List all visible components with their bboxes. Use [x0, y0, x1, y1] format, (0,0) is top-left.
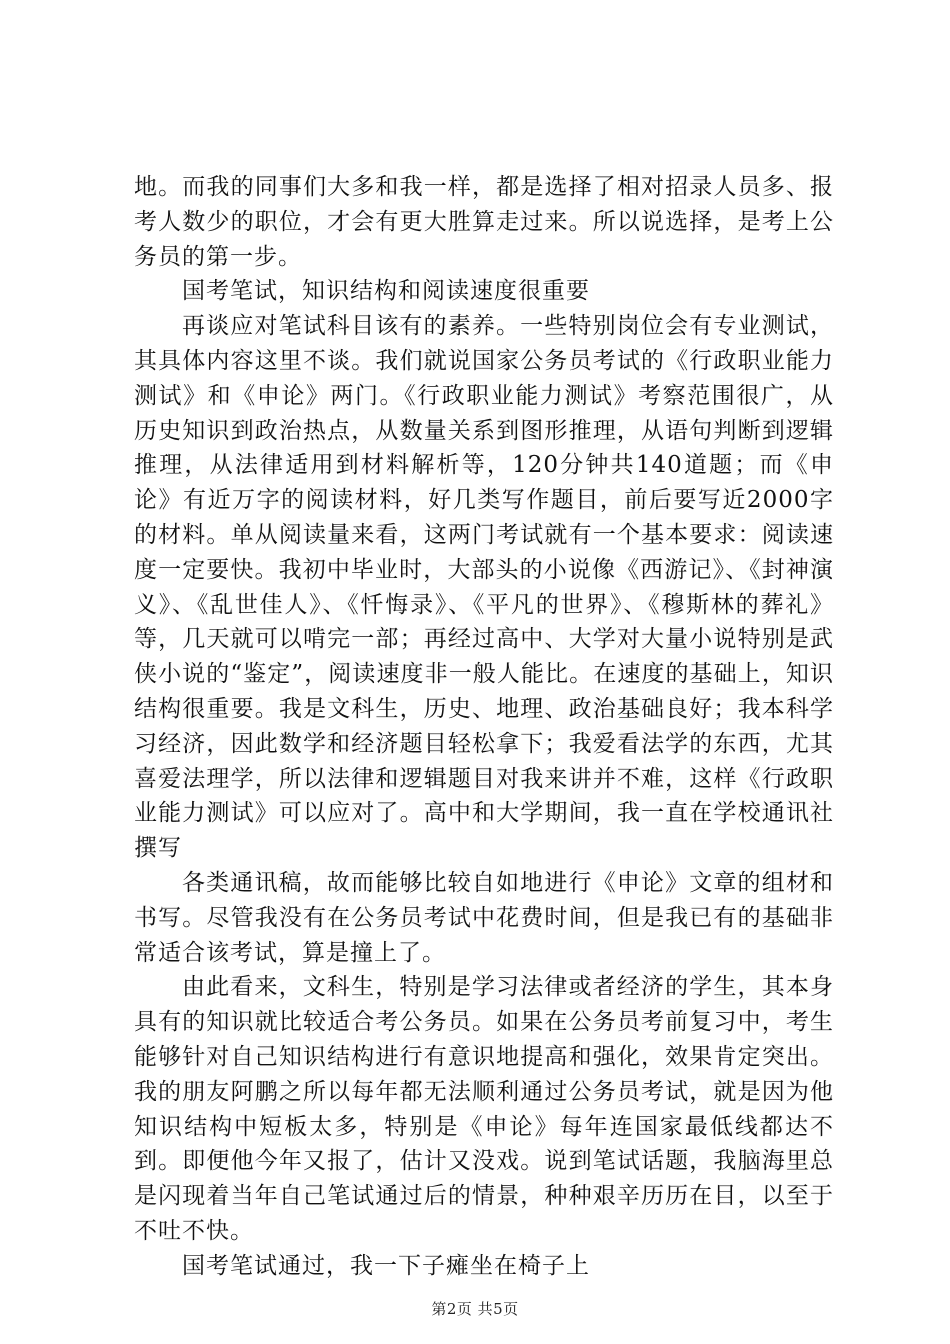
section-heading-reading-speed: 国考笔试，知识结构和阅读速度很重要: [182, 278, 590, 305]
paragraph-written-exam: 再谈应对笔试科目该有的素养。一些特别岗位会有专业测试，其具体内容这里不谈。我们就说国家公务员考试的《行政职业能力测试》和《申论》两门。《行政职业能力测试》考察范围很广，从历史知识到政治热点，从数量关系到图形推理，从语句判断到逻辑推理，从法律适用到材料解析等，120分钟共140道题；而《申论》有近万字的阅读材料，好几类写作题目，前后要写近2000字的材料。单从阅读量来看，这两门考试就有一个基本要求：阅读速度一定要快。我初中毕业时，大部头的小说像《西游记》、《封神演义》、《乱世佳人》、《忏悔录》、《平凡的世界》、《穆斯林的葬礼》等，几天就可以啃完一部；再经过高中、大学对大量小说特别是武侠小说的“鉴定”，阅读速度非一般人能比。在速度的基础上，知识结构很重要。我是文科生，历史、地理、政治基础良好；我本科学习经济，因此数学和经济题目轻松拿下；我爱看法学的东西，尤其喜爱法理学，所以法律和逻辑题目对我来讲并不难，这样《行政职业能力测试》可以应对了。高中和大学期间，我一直在学校通讯社撰写: [134, 313, 834, 862]
paragraph-continued: 地。而我的同事们大多和我一样，都是选择了相对招录人员多、报考人数少的职位，才会有更大胜算走过来。所以说选择，是考上公务员的第一步。: [134, 174, 834, 270]
paragraph-writing-skills: 各类通讯稿，故而能够比较自如地进行《申论》文章的组材和书写。尽管我没有在公务员考试中花费时间，但是我已有的基础非常适合该考试，算是撞上了。: [134, 869, 834, 966]
page-footer: 第2页 共5页: [431, 1300, 519, 1318]
document-body: [134, 170, 834, 1284]
section-heading-exam-passed: 国考笔试通过，我一下子瘫坐在椅子上: [182, 1252, 590, 1279]
paragraph-knowledge-structure: 由此看来，文科生，特别是学习法律或者经济的学生，其本身具有的知识就比较适合考公务员。如果在公务员考前复习中，考生能够针对自己知识结构进行有意识地提高和强化，效果肯定突出。我的朋友阿鹏之所以每年都无法顺利通过公务员考试，就是因为他知识结构中短板太多，特别是《申论》每年连国家最低线都达不到。即便他今年又报了，估计又没戏。说到笔试话题，我脑海里总是闪现着当年自己笔试通过后的情景，种种艰辛历历在目，以至于不吐不快。: [134, 974, 834, 1244]
